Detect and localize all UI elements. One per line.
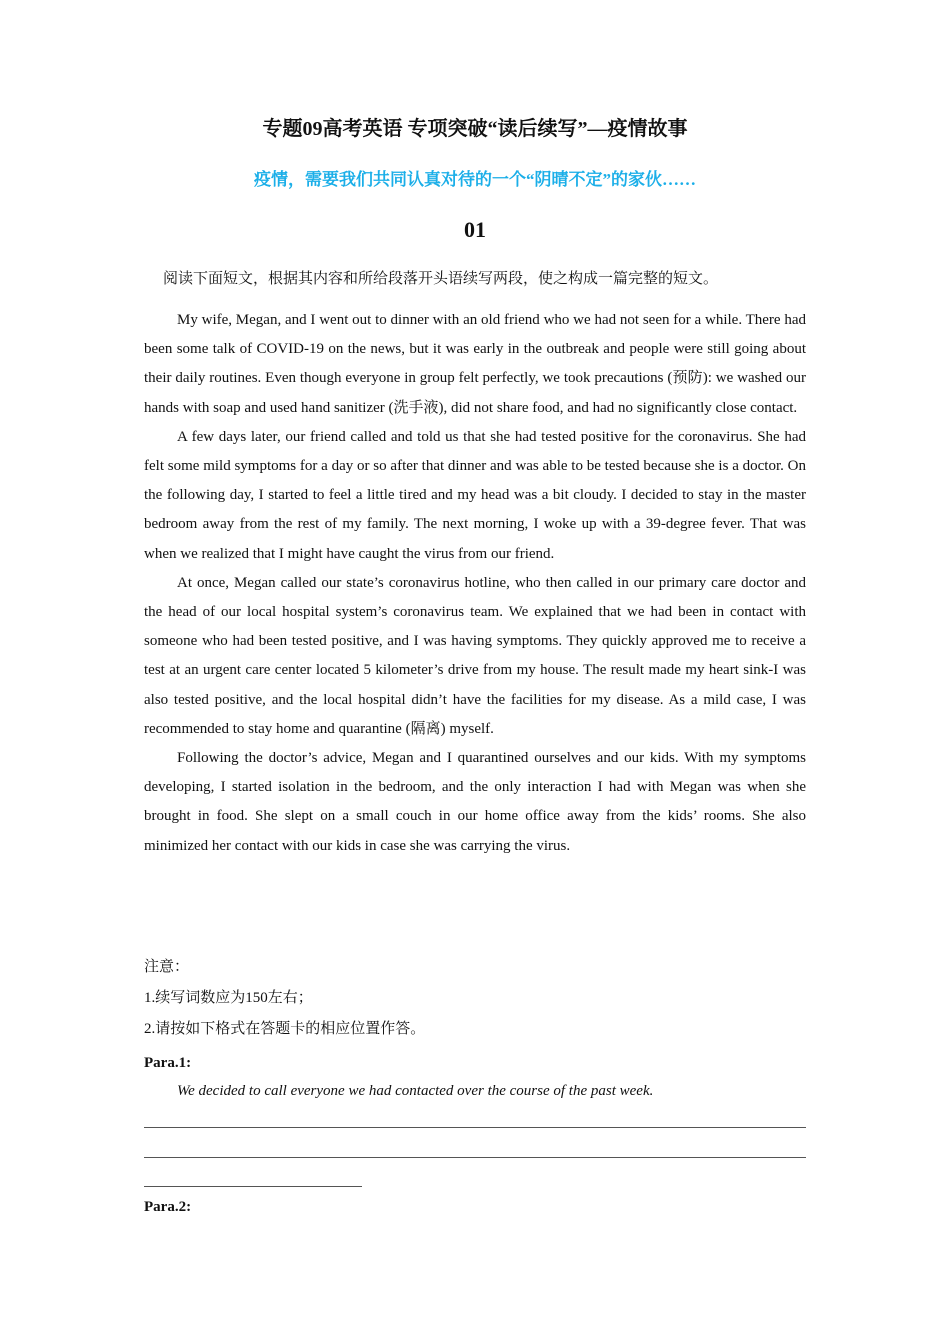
passage-paragraph-2: A few days later, our friend called and told us that she had tested positive for the coronavirus. She had felt some mild symptoms for a day or so after that dinner and was able to be tested because she is a doctor. On the following day, I started to feel a little tired and my head was a bit cloudy. I decided to stay in the master bedroom away from the rest of my family. The next morning, I woke up with a 39-degree fever. That was when we realized that I might have caught the virus from our friend. [144, 428, 806, 562]
note-item-2: 2.请按如下格式在答题卡的相应位置作答。 [144, 1021, 426, 1037]
answer-line-1[interactable] [144, 1127, 806, 1128]
para2-label: Para.2: [144, 1199, 192, 1215]
passage-paragraph-1: My wife, Megan, and I went out to dinner with an old friend who we had not seen for a while. There had been some talk of COVID-19 on the news, but it was early in the outbreak and people were still going about their daily routines. Even though everyone in group felt perfectly, we took precautions (预防): we washed our hands with soap and used hand sanitizer (洗手液), did not share food, and had no significantly close contact. [144, 312, 806, 416]
section-number: 01 [464, 217, 486, 242]
page-subtitle: 疫情，需要我们共同认真对待的一个“阴晴不定”的家伙…… [254, 170, 696, 189]
note-item-1: 1.续写词数应为150左右； [144, 990, 313, 1006]
task-instruction: 阅读下面短文，根据其内容和所给段落开头语续写两段，使之构成一篇完整的短文。 [163, 271, 719, 287]
answer-line-3[interactable] [144, 1186, 362, 1187]
para1-opening-sentence: We decided to call everyone we had contacted over the course of the past week. [177, 1083, 654, 1099]
page-title: 专题09高考英语 专项突破“读后续写”—疫情故事 [262, 118, 688, 140]
reading-passage [144, 306, 806, 861]
answer-line-2[interactable] [144, 1157, 806, 1158]
notes-heading: 注意： [144, 959, 190, 975]
passage-paragraph-4: Following the doctor’s advice, Megan and I quarantined ourselves and our kids. With my symptoms developing, I started isolation in the bedroom, and the only interaction I had with Megan was when she brought in food. She slept on a small couch in our home office away from the kids’ rooms. She also minimized her contact with our kids in case she was carrying the virus. [144, 750, 806, 854]
para1-label: Para.1: [144, 1055, 192, 1071]
notes-section [144, 952, 806, 1045]
passage-paragraph-3: At once, Megan called our state’s coronavirus hotline, who then called in our primary care doctor and the head of our local hospital system’s coronavirus team. We explained that we had been in contact with someone who had been tested positive, and I was having symptoms. They quickly approved me to receive a test at an urgent care center located 5 kilometer’s drive from my house. The result made my heart sink-I was also tested positive, and the local hospital didn’t have the facilities for my disease. As a mild case, I was recommended to stay home and quarantine (隔离) myself. [144, 574, 806, 737]
